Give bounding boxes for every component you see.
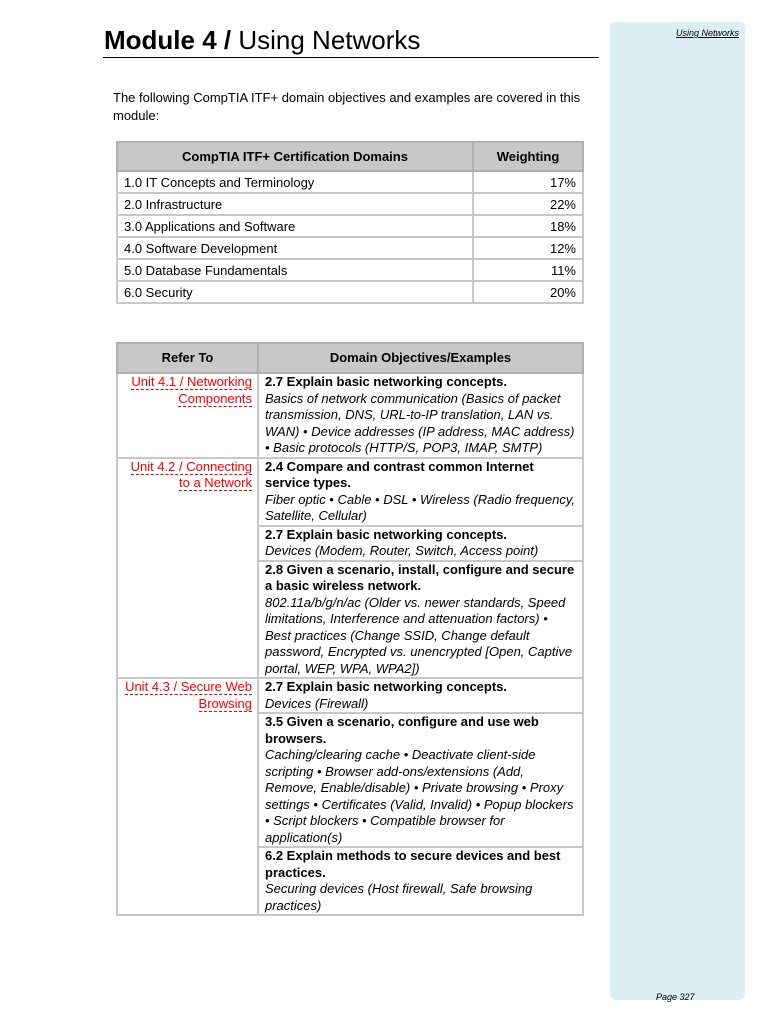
objectives-header-refer: Refer To — [117, 343, 258, 373]
weight-cell: 17% — [473, 171, 583, 193]
unit-reference-cell — [117, 458, 258, 679]
module-name: Using Networks — [238, 25, 421, 55]
title-divider — [103, 57, 599, 58]
objective-cell — [258, 561, 583, 679]
unit-reference-cell — [117, 678, 258, 915]
objective-cell — [258, 713, 583, 847]
weight-cell: 18% — [473, 215, 583, 237]
unit-link-4-2[interactable]: Unit 4.2 / Connecting to a Network — [130, 458, 252, 490]
domains-header-weighting: Weighting — [473, 142, 583, 171]
intro-paragraph: The following CompTIA ITF+ domain objectives and examples are covered in this module: — [113, 90, 581, 123]
objective-title: 2.8 Given a scenario, install, configure and secure a basic wireless network. — [265, 561, 575, 593]
objective-title: 2.7 Explain basic networking concepts. — [265, 526, 508, 542]
objective-cell — [258, 526, 583, 561]
objective-cell — [258, 373, 583, 458]
domain-cell: 4.0 Software Development — [117, 237, 473, 259]
weight-cell: 20% — [473, 281, 583, 303]
objective-examples: Fiber optic • Cable • DSL • Wireless (Radio frequency, Satellite, Cellular) — [265, 491, 576, 523]
table-row — [117, 193, 583, 215]
objective-examples: Basics of network communication (Basics of packet transmission, DNS, URL-to-IP translation, LAN vs. WAN) • Device addresses (IP address, MAC address) • Basic protocols (HTTP/S, POP3, IMAP, SMTP) — [265, 390, 575, 455]
module-number: Module 4 / — [104, 25, 232, 55]
table-row — [117, 678, 583, 713]
table-row — [117, 373, 583, 458]
objective-title: 6.2 Explain methods to secure devices and best practices. — [265, 848, 561, 880]
domain-cell: 2.0 Infrastructure — [117, 193, 473, 215]
objectives-header-objectives: Domain Objectives/Examples — [258, 343, 583, 373]
unit-reference-cell — [117, 373, 258, 458]
sidebar-panel — [610, 22, 745, 1000]
table-row — [117, 237, 583, 259]
objective-title: 2.7 Explain basic networking concepts. — [265, 374, 508, 389]
weight-cell: 12% — [473, 237, 583, 259]
domains-table — [116, 141, 584, 304]
objectives-table — [116, 342, 584, 916]
domains-header-domain: CompTIA ITF+ Certification Domains — [117, 142, 473, 171]
domain-cell: 3.0 Applications and Software — [117, 215, 473, 237]
objective-cell — [258, 847, 583, 915]
objective-examples: Devices (Firewall) — [265, 695, 369, 711]
objective-examples: Devices (Modem, Router, Switch, Access point) — [265, 543, 539, 558]
objective-examples: Caching/clearing cache • Deactivate client-side scripting • Browser add-ons/extensions (Add, Remove, Enable/disable) • Private browsing • Proxy settings • Certificates (Valid, Invalid) • Popup blockers • Script blockers • Compatible browser for application(s) — [265, 747, 574, 845]
table-row — [117, 171, 583, 193]
domain-cell: 6.0 Security — [117, 281, 473, 303]
objective-title: 3.5 Given a scenario, configure and use web browsers. — [265, 714, 539, 746]
objective-examples: 802.11a/b/g/n/ac (Older vs. newer standards, Speed limitations, Interference and attenuation factors) • Best practices (Change SSID, Change default password, Encrypted vs. unencrypted [Open, Captive portal, WEP, WPA, WPA2]) — [265, 594, 573, 676]
table-row — [117, 215, 583, 237]
weight-cell: 11% — [473, 259, 583, 281]
domain-cell: 1.0 IT Concepts and Terminology — [117, 171, 473, 193]
table-row — [117, 259, 583, 281]
unit-link-4-1[interactable]: Unit 4.1 / Networking Components — [131, 374, 252, 406]
table-row — [117, 281, 583, 303]
unit-link-4-3[interactable]: Unit 4.3 / Secure Web Browsing — [125, 679, 252, 711]
objective-cell — [258, 458, 583, 526]
page-number: Page 327 — [656, 992, 695, 1002]
page-title — [104, 24, 420, 56]
objective-examples: Securing devices (Host firewall, Safe browsing practices) — [265, 881, 533, 913]
objective-title: 2.4 Compare and contrast common Internet service types. — [265, 458, 534, 490]
running-header: Using Networks — [675, 28, 739, 38]
table-row — [117, 458, 583, 526]
domain-cell: 5.0 Database Fundamentals — [117, 259, 473, 281]
weight-cell: 22% — [473, 193, 583, 215]
objective-title: 2.7 Explain basic networking concepts. — [265, 679, 508, 694]
objective-cell — [258, 678, 583, 713]
